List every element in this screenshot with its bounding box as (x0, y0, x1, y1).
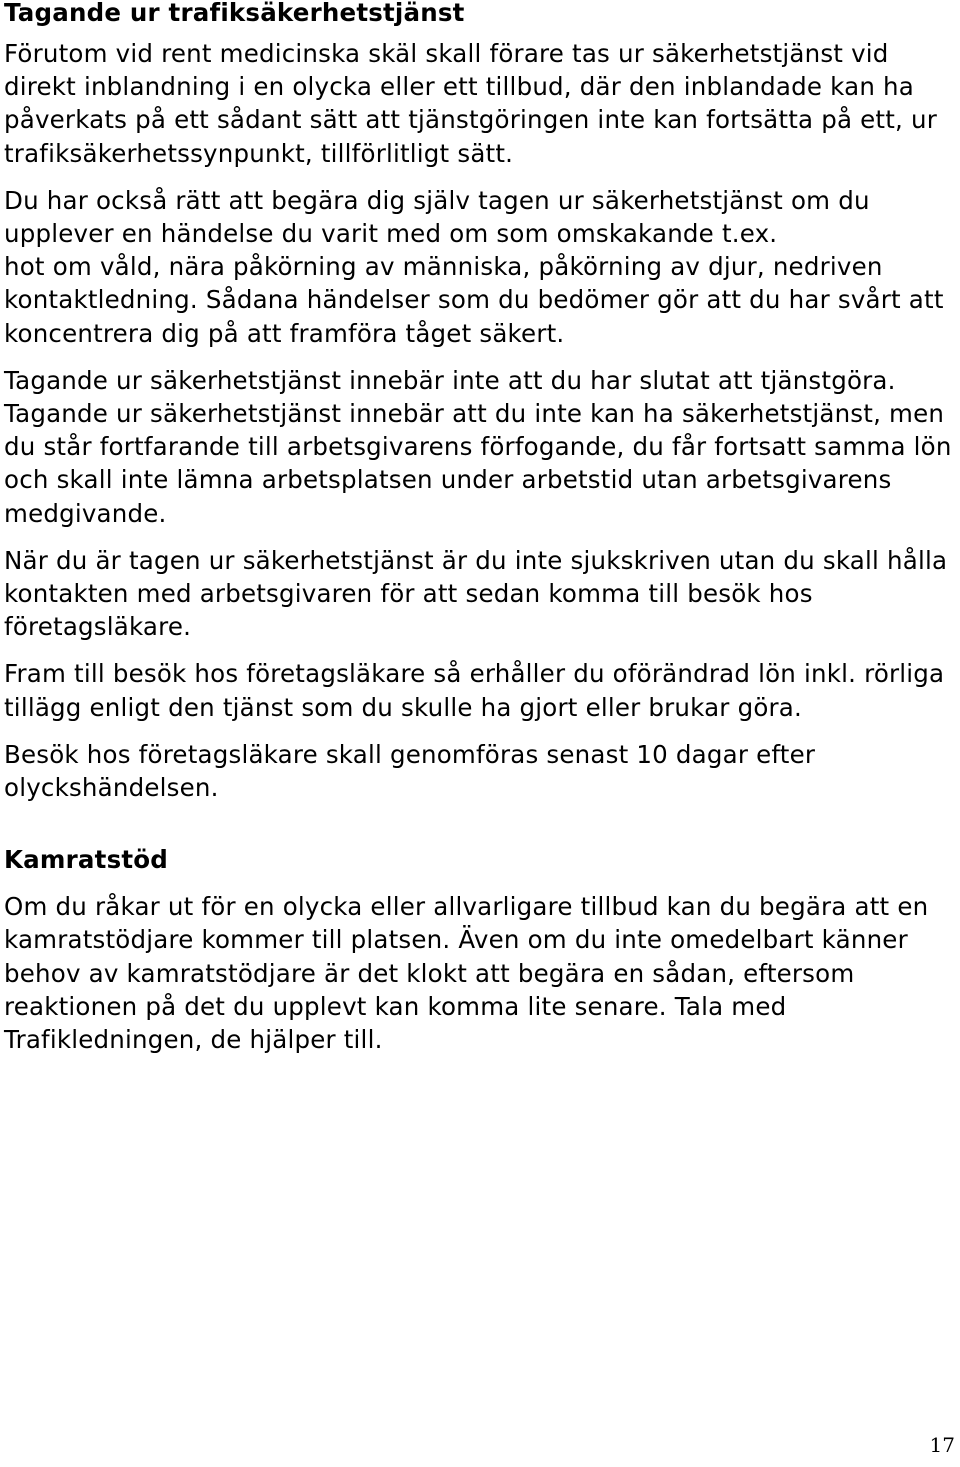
paragraph: Besök hos företagsläkare skall genomföras senast 10 dagar efter olyckshändelsen. (4, 739, 816, 803)
section-heading: Kamratstöd (4, 845, 169, 875)
paragraph: Du har också rätt att begära dig själv tagen ur säkerhetstjänst om du upplever en händelse du varit med om som omskakande t.ex. (4, 185, 870, 249)
section-heading: Tagande ur trafiksäkerhetstjänst (4, 0, 465, 27)
paragraph: Tagande ur säkerhetstjänst innebär inte att du har slutat att tjänstgöra. Tagande ur säkerhetstjänst innebär att du inte kan ha säkerhetstjänst, men du står fortfarande till arbetsgivarens förfogande, du får fortsatt samma lön och skall inte lämna arbetsplatsen under arbetstid utan arbetsgivarens medgivande. (4, 365, 952, 528)
document-page (4, 0, 954, 1056)
paragraph: När du är tagen ur säkerhetstjänst är du inte sjukskriven utan du skall hålla kontakten med arbetsgivaren för att sedan komma till besök hos företagsläkare. (4, 545, 948, 642)
section-tagande (4, 0, 954, 804)
section-kamratstod (4, 843, 954, 1056)
paragraph: hot om våld, nära påkörning av människa, påkörning av djur, nedriven kontaktledning. Sådana händelser som du bedömer gör att du har svårt att koncentrera dig på att framföra tåget säkert. (4, 252, 944, 348)
page-number: 17 (929, 1433, 955, 1457)
paragraph: Fram till besök hos företagsläkare så erhåller du oförändrad lön inkl. rörliga tillägg enligt den tjänst som du skulle ha gjort eller brukar göra. (4, 659, 945, 722)
paragraph: Förutom vid rent medicinska skäl skall förare tas ur säkerhetstjänst vid direkt inblandning i en olycka eller ett tillbud, där den inblandade kan ha påverkats på ett sådant sätt att tjänstgöringen inte kan fortsätta på ett, ur trafiksäkerhetssynpunkt, tillförlitligt sätt. (4, 39, 938, 168)
paragraph: Om du råkar ut för en olycka eller allvarligare tillbud kan du begära att en kamratstödjare kommer till platsen. Även om du inte omedelbart känner behov av kamratstödjare är det klokt att begära en sådan, eftersom reaktionen på det du upplevt kan komma lite senare. Tala med Trafikledningen, de hjälper till. (4, 892, 929, 1055)
